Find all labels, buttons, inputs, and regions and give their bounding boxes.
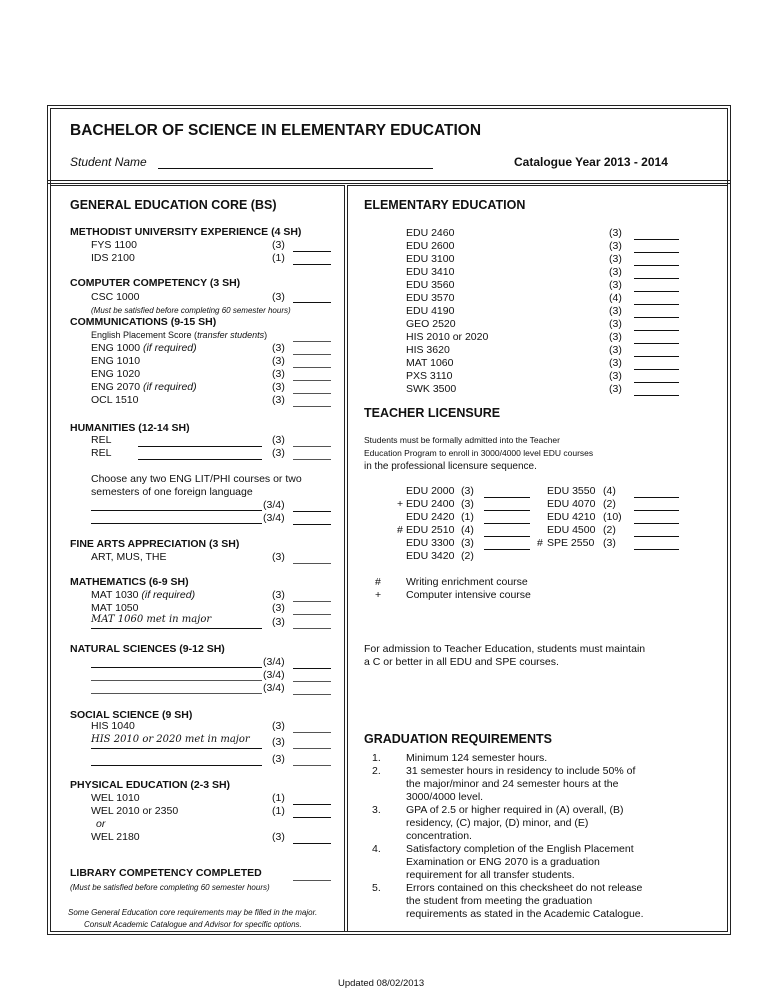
course-name: EDU 3300 [406, 537, 455, 549]
course-name: EDU 3570 [406, 292, 455, 304]
course-name: SPE 2550 [547, 537, 595, 549]
course-hours: (1) [272, 792, 285, 804]
course-hours: (3/4) [263, 682, 285, 694]
mathematics-heading: MATHEMATICS (6-9 SH) [70, 576, 189, 588]
course-hours: (3) [609, 279, 622, 291]
gen-ed-title: GENERAL EDUCATION CORE (BS) [70, 198, 277, 212]
catalogue-year: Catalogue Year 2013 - 2014 [514, 155, 668, 169]
humanities-choose-text-2: semesters of one foreign language [91, 486, 253, 498]
course-name: EDU 3100 [406, 253, 455, 265]
course-hours: (3) [272, 381, 285, 393]
course-hours: (3) [272, 616, 285, 628]
elementary-education-title: ELEMENTARY EDUCATION [364, 198, 526, 212]
grade-line[interactable] [293, 817, 331, 818]
course-fill-line[interactable] [91, 765, 262, 766]
course-name: MAT 1060 [406, 357, 454, 369]
course-name: EDU 2510 [406, 524, 455, 536]
grade-line[interactable] [634, 536, 679, 537]
grade-line[interactable] [634, 278, 679, 279]
handwritten-entry: HIS 2010 or 2020 met in major [91, 734, 250, 745]
course-hours: (3) [609, 305, 622, 317]
grade-line[interactable] [293, 446, 331, 447]
course-hours: (3) [461, 485, 474, 497]
grade-line[interactable] [634, 369, 679, 370]
grade-line[interactable] [293, 681, 331, 682]
course-hours: (3) [609, 357, 622, 369]
grade-line[interactable] [293, 367, 331, 368]
humanities-choose-text: Choose any two ENG LIT/PHI courses or two [91, 473, 302, 485]
grade-line[interactable] [293, 406, 331, 407]
grade-line[interactable] [293, 732, 331, 733]
communications-heading: COMMUNICATIONS (9-15 SH) [70, 316, 217, 328]
grade-line[interactable] [634, 382, 679, 383]
legend-symbol: + [375, 589, 382, 601]
library-heading: LIBRARY COMPETENCY COMPLETED [70, 867, 262, 879]
grade-line[interactable] [634, 317, 679, 318]
course-hours: (3) [461, 537, 474, 549]
course-name: EDU 2000 [406, 485, 455, 497]
req-text: GPA of 2.5 or higher required in (A) overall, (B) residency, (C) major, (D) minor, and (E) concentration. [406, 804, 624, 842]
course-hours: (2) [461, 550, 474, 562]
course-hours: (3) [272, 239, 285, 251]
placement-score-line[interactable] [293, 341, 331, 342]
grade-line[interactable] [293, 628, 331, 629]
course-hours: (3) [272, 602, 285, 614]
course-fill-line[interactable] [91, 680, 262, 681]
course-hours: (3) [272, 736, 285, 748]
course-name: EDU 4500 [547, 524, 596, 536]
course-prefix: # [397, 524, 403, 536]
course-name: SWK 3500 [406, 383, 457, 395]
admission-note: a C or better in all EDU and SPE courses. [364, 656, 559, 668]
grade-line[interactable] [293, 694, 331, 695]
grade-line[interactable] [293, 668, 331, 669]
licensure-intro: in the professional licensure sequence. [364, 461, 537, 472]
course-name: ART, MUS, THE [91, 551, 167, 563]
course-hours: (3) [272, 342, 285, 354]
library-check-line[interactable] [293, 880, 331, 881]
course-hours: (2) [603, 524, 616, 536]
grade-line[interactable] [293, 601, 331, 602]
grade-line[interactable] [293, 524, 331, 525]
grade-line[interactable] [293, 614, 331, 615]
course-name: EDU 2400 [406, 498, 455, 510]
grade-line[interactable] [293, 511, 331, 512]
course-hours: (3) [609, 383, 622, 395]
grade-line[interactable] [293, 765, 331, 766]
student-name-label: Student Name [70, 155, 147, 169]
page-title: BACHELOR OF SCIENCE IN ELEMENTARY EDUCATION [70, 122, 482, 139]
course-hours: (4) [461, 524, 474, 536]
legend-text: Computer intensive course [406, 589, 531, 601]
req-text: Satisfactory completion of the English Placement Examination or ENG 2070 is a graduation requirement for all transfer students. [406, 843, 634, 881]
course-name: REL [91, 447, 112, 459]
course-name: FYS 1100 [91, 239, 137, 251]
course-name: ENG 1000 (if required) [91, 342, 197, 354]
course-fill-line[interactable] [91, 628, 262, 629]
computer-heading: COMPUTER COMPETENCY (3 SH) [70, 277, 241, 289]
admission-note: For admission to Teacher Education, students must maintain [364, 643, 646, 655]
req-number: 3. [372, 804, 381, 816]
req-number: 2. [372, 765, 381, 777]
course-name: ENG 2070 (if required) [91, 381, 197, 393]
grade-line[interactable] [293, 380, 331, 381]
course-hours: (3) [272, 447, 285, 459]
student-name-field[interactable] [158, 168, 433, 169]
course-hours: (4) [609, 292, 622, 304]
computer-note: (Must be satisfied before completing 60 semester hours) [91, 306, 291, 315]
course-hours: (3) [272, 753, 285, 765]
placement-score-label: English Placement Score (transfer students) [91, 330, 268, 340]
course-hours: (1) [461, 511, 474, 523]
course-hours: (1) [272, 252, 285, 264]
course-hours: (3) [609, 227, 622, 239]
grade-line[interactable] [293, 354, 331, 355]
grade-line[interactable] [293, 251, 331, 252]
grade-line[interactable] [293, 563, 331, 564]
course-hours: (3/4) [263, 499, 285, 511]
course-name: CSC 1000 [91, 291, 140, 303]
course-name: EDU 3550 [547, 485, 596, 497]
course-hours: (3) [272, 831, 285, 843]
course-name: IDS 2100 [91, 252, 135, 264]
handwritten-entry: MAT 1060 met in major [91, 614, 212, 625]
course-fill-line[interactable] [138, 446, 262, 447]
grade-line[interactable] [634, 497, 679, 498]
req-number: 5. [372, 882, 381, 894]
fine-arts-heading: FINE ARTS APPRECIATION (3 SH) [70, 538, 240, 550]
course-name: HIS 2010 or 2020 [406, 331, 489, 343]
course-hours: (10) [603, 511, 622, 523]
grade-line[interactable] [634, 510, 679, 511]
grade-line[interactable] [634, 291, 679, 292]
grade-line[interactable] [484, 536, 530, 537]
grade-line[interactable] [293, 393, 331, 394]
header-separator [48, 180, 730, 181]
course-name: GEO 2520 [406, 318, 456, 330]
course-hours: (3) [609, 318, 622, 330]
course-hours: (3) [609, 253, 622, 265]
grade-line[interactable] [634, 549, 679, 550]
course-name: EDU 3410 [406, 266, 455, 278]
grade-line[interactable] [484, 510, 530, 511]
course-name: REL [91, 434, 112, 446]
course-fill-line[interactable] [91, 667, 262, 668]
grade-line[interactable] [634, 239, 679, 240]
course-name: ENG 1020 [91, 368, 141, 380]
course-hours: (3/4) [263, 512, 285, 524]
grade-line[interactable] [634, 265, 679, 266]
legend-symbol: # [375, 576, 381, 588]
course-hours: (3/4) [263, 669, 285, 681]
course-prefix: # [537, 537, 543, 549]
course-name: HIS 3620 [406, 344, 450, 356]
gen-ed-footnote: Some General Education core requirements may be filled in the major. [68, 908, 318, 917]
licensure-intro: Education Program to enroll in 3000/4000 level EDU courses [364, 448, 594, 458]
course-fill-line[interactable] [91, 523, 262, 524]
grade-line[interactable] [634, 304, 679, 305]
legend-text: Writing enrichment course [406, 576, 528, 588]
course-hours: (3) [272, 394, 285, 406]
course-hours: (3) [609, 240, 622, 252]
course-fill-line[interactable] [91, 693, 262, 694]
course-hours: (3) [461, 498, 474, 510]
grade-line[interactable] [293, 459, 331, 460]
grade-line[interactable] [293, 302, 331, 303]
course-fill-line[interactable] [91, 748, 262, 749]
course-prefix: + [397, 498, 404, 510]
course-hours: (3) [272, 551, 285, 563]
req-number: 1. [372, 752, 381, 764]
req-number: 4. [372, 843, 381, 855]
course-name: EDU 4190 [406, 305, 455, 317]
course-name: PXS 3110 [406, 370, 453, 382]
course-name: EDU 2600 [406, 240, 455, 252]
teacher-licensure-title: TEACHER LICENSURE [364, 406, 501, 420]
course-hours: (3) [609, 370, 622, 382]
course-name: EDU 4210 [547, 511, 596, 523]
course-name: WEL 2180 [91, 831, 140, 843]
course-name: EDU 4070 [547, 498, 596, 510]
course-hours: (3) [272, 434, 285, 446]
course-hours: (2) [603, 498, 616, 510]
course-hours: (3) [609, 266, 622, 278]
course-hours: (3) [609, 344, 622, 356]
grade-line[interactable] [634, 343, 679, 344]
course-name: EDU 2460 [406, 227, 455, 239]
course-name: OCL 1510 [91, 394, 139, 406]
methodist-heading: METHODIST UNIVERSITY EXPERIENCE (4 SH) [70, 226, 302, 238]
grade-line[interactable] [293, 264, 331, 265]
grade-line[interactable] [484, 497, 530, 498]
course-hours: (3/4) [263, 656, 285, 668]
grade-line[interactable] [484, 549, 530, 550]
grade-line[interactable] [293, 804, 331, 805]
course-hours: (3) [609, 331, 622, 343]
course-name: MAT 1050 [91, 602, 139, 614]
course-name: ENG 1010 [91, 355, 141, 367]
grade-line[interactable] [634, 523, 679, 524]
course-hours: (3) [603, 537, 616, 549]
licensure-intro: Students must be formally admitted into the Teacher [364, 435, 560, 445]
header-separator-2 [48, 183, 730, 184]
social-science-heading: SOCIAL SCIENCE (9 SH) [70, 709, 193, 721]
library-note: (Must be satisfied before completing 60 semester hours) [70, 883, 270, 892]
course-fill-line[interactable] [91, 510, 262, 511]
or-label: or [96, 818, 106, 830]
natural-sciences-heading: NATURAL SCIENCES (9-12 SH) [70, 643, 225, 655]
grade-line[interactable] [293, 843, 331, 844]
course-hours: (3) [272, 355, 285, 367]
req-text: Minimum 124 semester hours. [406, 752, 548, 764]
course-name: WEL 2010 or 2350 [91, 805, 179, 817]
course-hours: (3) [272, 291, 285, 303]
course-name: WEL 1010 [91, 792, 140, 804]
course-hours: (3) [272, 720, 285, 732]
grade-line[interactable] [293, 748, 331, 749]
humanities-heading: HUMANITIES (12-14 SH) [70, 422, 190, 434]
course-hours: (3) [272, 368, 285, 380]
gen-ed-footnote-2: Consult Academic Catalogue and Advisor for specific options. [84, 920, 302, 929]
graduation-requirements-title: GRADUATION REQUIREMENTS [364, 732, 552, 746]
course-fill-line[interactable] [138, 459, 262, 460]
updated-date: Updated 08/02/2013 [338, 978, 425, 989]
grade-line[interactable] [634, 356, 679, 357]
course-name: EDU 2420 [406, 511, 455, 523]
course-name: EDU 3420 [406, 550, 455, 562]
course-name: EDU 3560 [406, 279, 455, 291]
course-hours: (3) [272, 589, 285, 601]
req-text: 31 semester hours in residency to include 50% of the major/minor and 24 semester hours at the 3000/4000 level. [406, 765, 636, 803]
grade-line[interactable] [634, 252, 679, 253]
course-name: HIS 1040 [91, 720, 135, 732]
grade-line[interactable] [634, 395, 679, 396]
grade-line[interactable] [484, 523, 530, 524]
course-name: MAT 1030 (if required) [91, 589, 196, 601]
grade-line[interactable] [634, 330, 679, 331]
course-hours: (4) [603, 485, 616, 497]
req-text: Errors contained on this checksheet do not release the student from meeting the graduation requirements as stated in the Academic Catalogue. [406, 882, 644, 920]
physical-education-heading: PHYSICAL EDUCATION (2-3 SH) [70, 779, 231, 791]
course-hours: (1) [272, 805, 285, 817]
